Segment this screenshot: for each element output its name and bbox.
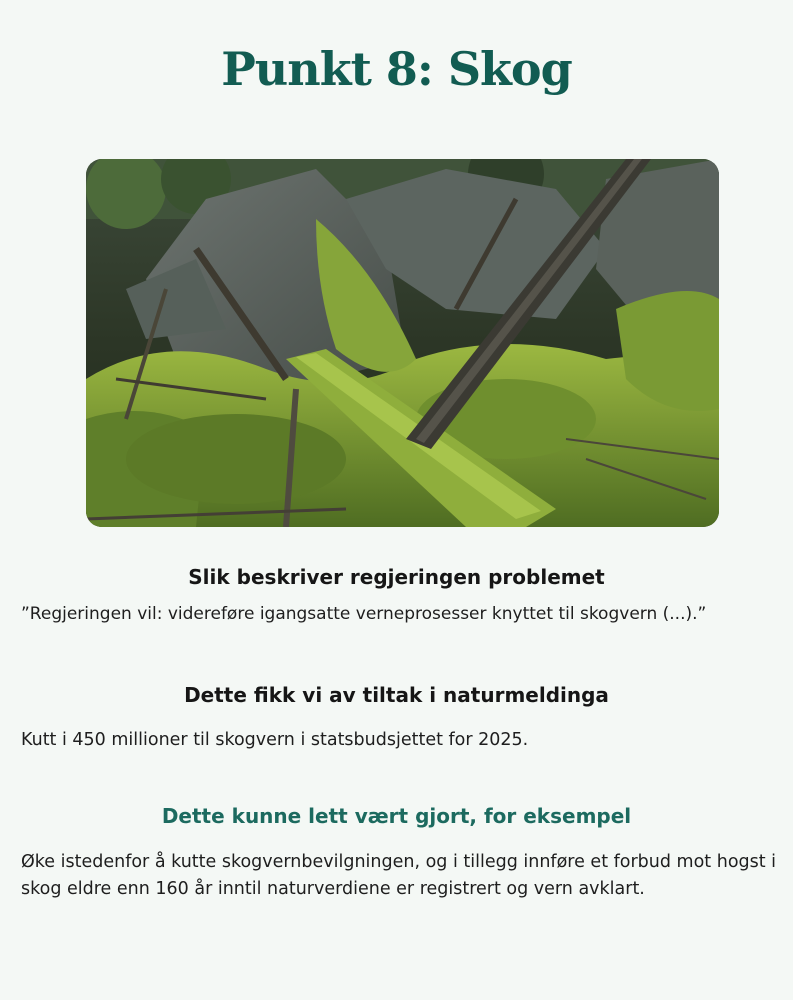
- section-heading-measures: Dette fikk vi av tiltak i naturmeldinga: [184, 683, 609, 707]
- section-text-measures: Kutt i 450 millioner til skogvern i statsbudsjettet for 2025.: [21, 730, 529, 750]
- section-text-problem: ”Regjeringen vil: videreføre igangsatte verneprosesser knyttet til skogvern (...).”: [21, 604, 707, 624]
- page-title: Punkt 8: Skog: [221, 42, 572, 96]
- section-text-suggestion: Øke istedenfor å kutte skogvernbevilgningen, og i tillegg innføre et forbud mot hogst i skog eldre enn 160 år inntil naturverdiene er registrert og vern avklart.: [21, 852, 777, 899]
- forest-photo: [86, 159, 719, 527]
- section-heading-problem: Slik beskriver regjeringen problemet: [188, 565, 605, 589]
- section-heading-suggestion: Dette kunne lett vært gjort, for eksempel: [161, 804, 632, 828]
